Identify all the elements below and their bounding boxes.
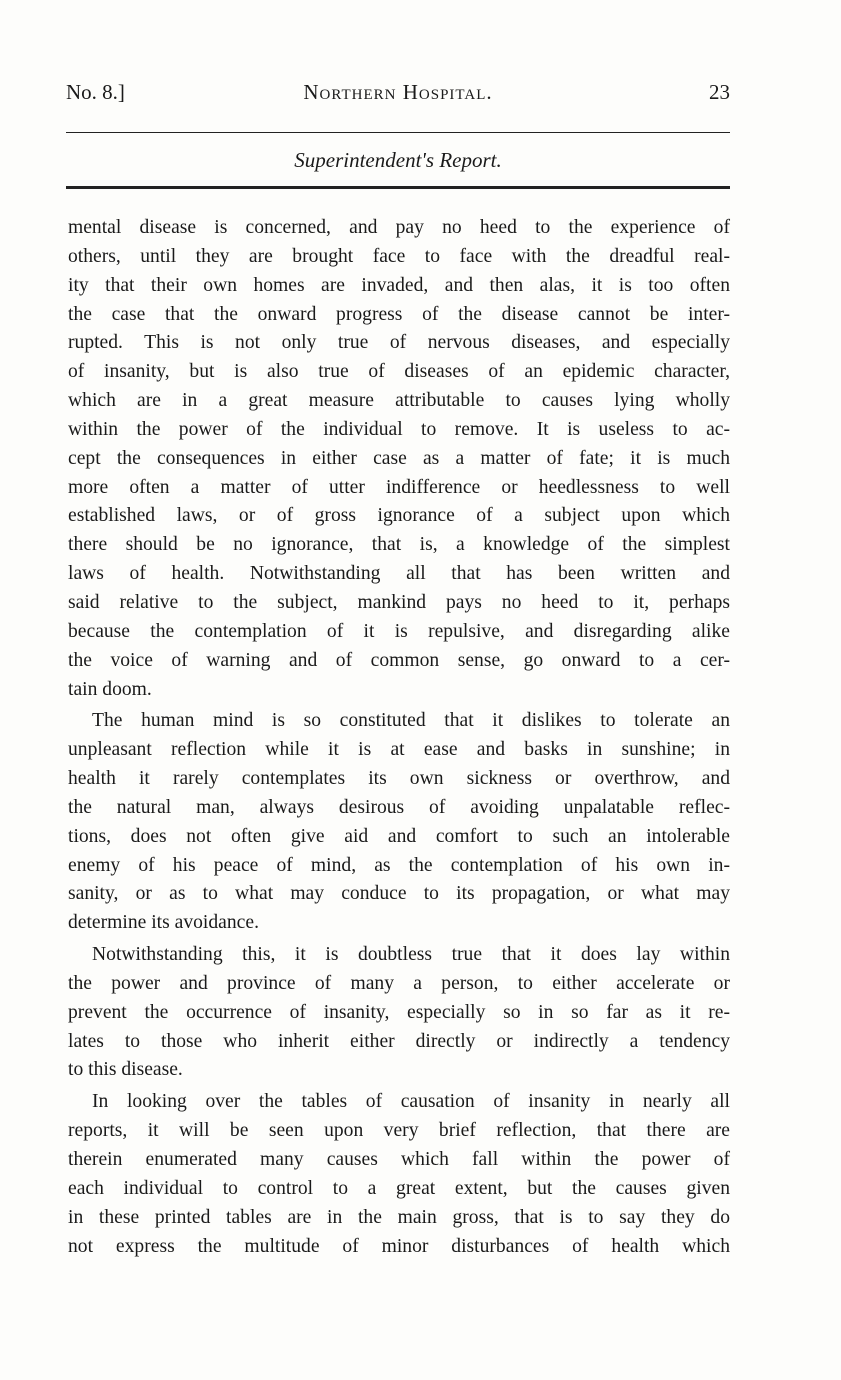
text-line: prevent the occurrence of insanity, especially so in so far as it re- [68,1001,730,1023]
text-line: unpleasant reflection while it is at ease and basks in sunshine; in [68,739,730,761]
text-line: reports, it will be seen upon very brief reflection, that there are [68,1120,730,1142]
text-line: the case that the onward progress of the disease cannot be inter- [68,303,730,325]
text-line: lates to those who inherit either directly or indirectly a tendency [68,1030,730,1052]
text-line: Notwithstanding this, it is doubtless true that it does lay within [92,944,730,966]
text-line: which are in a great measure attributable to causes lying wholly [68,390,730,412]
text-line: cept the consequences in either case as a matter of fate; it is much [68,447,730,469]
text-line: laws of health. Notwithstanding all that has been written and [68,563,730,585]
document-number: No. 8.] [66,80,125,104]
text-line: rupted. This is not only true of nervous diseases, and especially [68,332,730,354]
text-line: tain doom. [68,678,152,700]
section-rule [66,186,730,189]
text-line: each individual to control to a great extent, but the causes given [68,1177,730,1199]
running-head [66,80,730,110]
text-line: established laws, or of gross ignorance of a subject upon which [68,505,730,527]
text-line: in these printed tables are in the main gross, that is to say they do [68,1206,730,1228]
text-line: of insanity, but is also true of diseases of an epidemic character, [68,361,730,383]
running-title: Northern Hospital. [303,80,493,104]
paragraph [68,214,730,704]
text-line: the voice of warning and of common sense, go onward to a cer- [68,649,730,671]
page-number: 23 [709,80,730,104]
text-line: said relative to the subject, mankind pays no heed to it, perhaps [68,591,730,613]
header-rule [66,132,730,133]
text-line: therein enumerated many causes which fall within the power of [68,1149,730,1170]
text-line: ity that their own homes are invaded, and then alas, it is too often [68,274,730,296]
text-line: there should be no ignorance, that is, a knowledge of the simplest [68,534,730,556]
text-line: The human mind is so constituted that it dislikes to tolerate an [92,710,730,732]
text-line: In looking over the tables of causation of insanity in nearly all [92,1091,730,1113]
text-line: others, until they are brought face to face with the dreadful real- [68,245,730,267]
paragraph [68,1088,730,1261]
text-line: determine its avoidance. [68,912,259,934]
paragraph [68,707,730,938]
text-line: mental disease is concerned, and pay no heed to the experience of [68,217,730,238]
text-line: tions, does not often give aid and comfort to such an intolerable [68,825,730,847]
section-title: Superintendent's Report. [294,148,502,172]
text-line: the power and province of many a person, to either accelerate or [68,972,730,994]
text-line: to this disease. [68,1059,183,1081]
text-line: enemy of his peace of mind, as the contemplation of his own in- [68,854,730,876]
paragraph [68,941,730,1085]
text-line: not express the multitude of minor disturbances of health which [68,1235,730,1257]
text-line: sanity, or as to what may conduce to its propagation, or what may [68,883,730,905]
report-body [68,214,730,1261]
text-line: health it rarely contemplates its own sickness or overthrow, and [68,768,730,790]
text-line: within the power of the individual to remove. It is useless to ac- [68,418,730,440]
text-line: because the contemplation of it is repulsive, and disregarding alike [68,620,730,642]
text-line: more often a matter of utter indifference or heedlessness to well [68,476,730,498]
text-line: the natural man, always desirous of avoiding unpalatable reflec- [68,796,730,818]
